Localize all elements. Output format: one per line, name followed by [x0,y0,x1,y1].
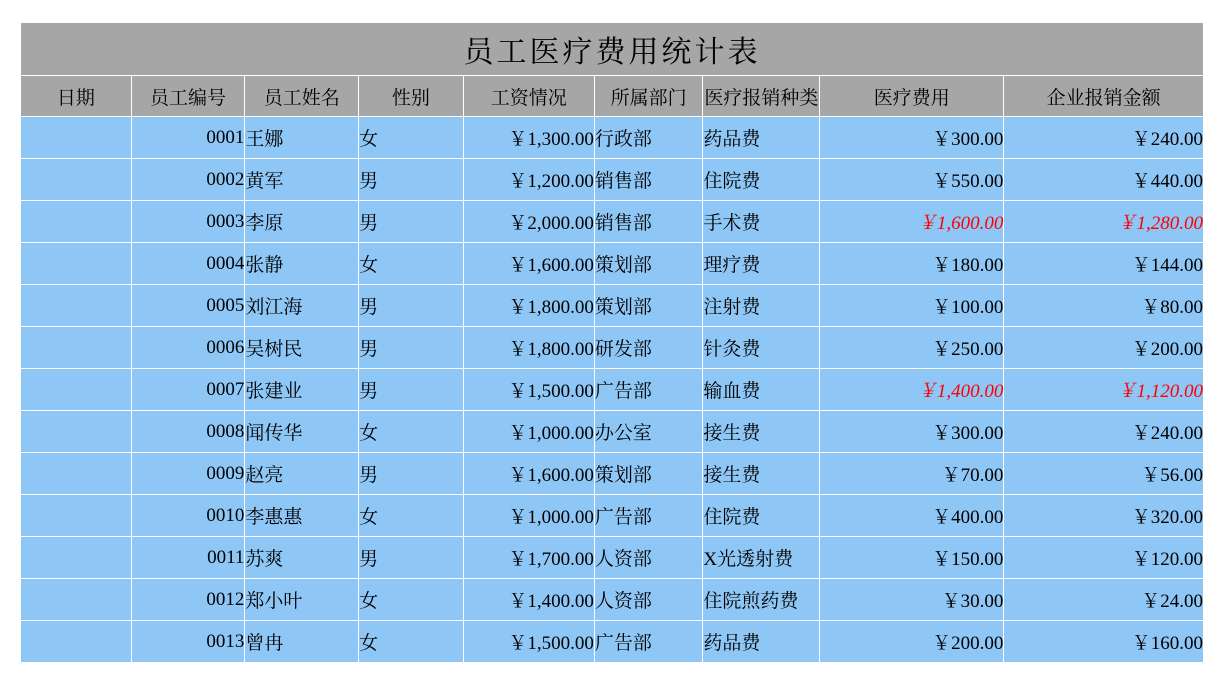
cell-gender[interactable]: 男 [359,453,463,495]
cell-salary[interactable]: ￥1,600.00 [463,453,594,495]
table-row [21,579,1204,621]
cell-gender[interactable]: 女 [359,411,463,453]
cell-reimbursement[interactable]: ￥24.00 [1004,579,1204,621]
cell-employee-name[interactable]: 张静 [245,243,359,285]
cell-employee-id[interactable]: 0004 [131,243,245,285]
cell-employee-id[interactable]: 0006 [131,327,245,369]
cell-salary[interactable]: ￥1,000.00 [463,495,594,537]
table-row [21,201,1204,243]
cell-salary[interactable]: ￥1,000.00 [463,411,594,453]
table-row [21,327,1204,369]
cell-employee-name[interactable]: 赵亮 [245,453,359,495]
cell-employee-name[interactable]: 吴树民 [245,327,359,369]
cell-department[interactable]: 人资部 [594,537,703,579]
column-header-reimbursement[interactable]: 企业报销金额 [1004,76,1204,117]
column-header-employee-id[interactable]: 员工编号 [131,76,245,117]
cell-expense-type[interactable]: 药品费 [703,117,820,159]
cell-employee-name[interactable]: 张建业 [245,369,359,411]
cell-employee-id[interactable]: 0009 [131,453,245,495]
table-row [21,369,1204,411]
cell-gender[interactable]: 女 [359,117,463,159]
cell-employee-name[interactable]: 王娜 [245,117,359,159]
cell-department[interactable]: 销售部 [594,159,703,201]
cell-reimbursement[interactable]: ￥240.00 [1004,117,1204,159]
cell-department[interactable]: 行政部 [594,117,703,159]
cell-employee-id[interactable]: 0005 [131,285,245,327]
cell-employee-id[interactable]: 0008 [131,411,245,453]
cell-medical-fee[interactable]: ￥180.00 [820,243,1004,285]
cell-employee-id[interactable]: 0007 [131,369,245,411]
cell-reimbursement[interactable]: ￥1,280.00 [1004,201,1204,243]
cell-medical-fee[interactable]: ￥100.00 [820,285,1004,327]
cell-department[interactable]: 办公室 [594,411,703,453]
cell-reimbursement[interactable]: ￥240.00 [1004,411,1204,453]
cell-expense-type[interactable]: 手术费 [703,201,820,243]
column-header-department[interactable]: 所属部门 [594,76,703,117]
cell-expense-type[interactable]: 住院费 [703,159,820,201]
cell-medical-fee[interactable]: ￥550.00 [820,159,1004,201]
cell-date[interactable] [21,621,132,663]
cell-expense-type[interactable]: 针灸费 [703,327,820,369]
cell-salary[interactable]: ￥1,800.00 [463,285,594,327]
cell-medical-fee[interactable]: ￥300.00 [820,411,1004,453]
cell-department[interactable]: 广告部 [594,369,703,411]
cell-medical-fee[interactable]: ￥30.00 [820,579,1004,621]
cell-employee-name[interactable]: 刘江海 [245,285,359,327]
cell-salary[interactable]: ￥1,400.00 [463,579,594,621]
cell-department[interactable]: 广告部 [594,621,703,663]
cell-expense-type[interactable]: 住院煎药费 [703,579,820,621]
cell-medical-fee[interactable]: ￥1,600.00 [820,201,1004,243]
table-row [21,537,1204,579]
cell-medical-fee[interactable]: ￥250.00 [820,327,1004,369]
cell-employee-id[interactable]: 0013 [131,621,245,663]
cell-gender[interactable]: 男 [359,537,463,579]
cell-employee-name[interactable]: 李惠惠 [245,495,359,537]
cell-expense-type[interactable]: 接生费 [703,453,820,495]
cell-date[interactable] [21,453,132,495]
table-row [21,285,1204,327]
cell-employee-name[interactable]: 郑小叶 [245,579,359,621]
cell-date[interactable] [21,327,132,369]
column-header-salary[interactable]: 工资情况 [463,76,594,117]
cell-gender[interactable]: 男 [359,201,463,243]
cell-gender[interactable]: 女 [359,243,463,285]
cell-employee-id[interactable]: 0002 [131,159,245,201]
cell-employee-id[interactable]: 0003 [131,201,245,243]
cell-employee-id[interactable]: 0010 [131,495,245,537]
cell-employee-name[interactable]: 闻传华 [245,411,359,453]
cell-reimbursement[interactable]: ￥200.00 [1004,327,1204,369]
cell-employee-name[interactable]: 黄军 [245,159,359,201]
cell-date[interactable] [21,243,132,285]
cell-salary[interactable]: ￥1,200.00 [463,159,594,201]
cell-date[interactable] [21,579,132,621]
cell-date[interactable] [21,201,132,243]
cell-gender[interactable]: 男 [359,159,463,201]
cell-department[interactable]: 策划部 [594,453,703,495]
cell-salary[interactable]: ￥1,500.00 [463,621,594,663]
table-row [21,243,1204,285]
cell-reimbursement[interactable]: ￥160.00 [1004,621,1204,663]
cell-medical-fee[interactable]: ￥200.00 [820,621,1004,663]
cell-expense-type[interactable]: 药品费 [703,621,820,663]
cell-gender[interactable]: 女 [359,621,463,663]
cell-medical-fee[interactable]: ￥300.00 [820,117,1004,159]
cell-salary[interactable]: ￥1,300.00 [463,117,594,159]
cell-date[interactable] [21,285,132,327]
cell-date[interactable] [21,117,132,159]
table-row [21,621,1204,663]
cell-reimbursement[interactable]: ￥120.00 [1004,537,1204,579]
cell-reimbursement[interactable]: ￥56.00 [1004,453,1204,495]
cell-gender[interactable]: 男 [359,285,463,327]
cell-employee-name[interactable]: 苏爽 [245,537,359,579]
cell-reimbursement[interactable]: ￥1,120.00 [1004,369,1204,411]
table-title-row [21,23,1204,76]
cell-date[interactable] [21,369,132,411]
cell-expense-type[interactable]: 接生费 [703,411,820,453]
cell-employee-name[interactable]: 曾冉 [245,621,359,663]
cell-gender[interactable]: 女 [359,495,463,537]
cell-department[interactable]: 研发部 [594,327,703,369]
cell-department[interactable]: 策划部 [594,243,703,285]
cell-expense-type[interactable]: X光透射费 [703,537,820,579]
cell-department[interactable]: 策划部 [594,285,703,327]
column-header-employee-name[interactable]: 员工姓名 [245,76,359,117]
cell-employee-id[interactable]: 0001 [131,117,245,159]
cell-reimbursement[interactable]: ￥80.00 [1004,285,1204,327]
cell-department[interactable]: 广告部 [594,495,703,537]
cell-department[interactable]: 人资部 [594,579,703,621]
cell-employee-name[interactable]: 李原 [245,201,359,243]
column-header-gender[interactable]: 性别 [359,76,463,117]
cell-expense-type[interactable]: 住院费 [703,495,820,537]
table-row [21,117,1204,159]
table-row [21,453,1204,495]
cell-expense-type[interactable]: 输血费 [703,369,820,411]
cell-reimbursement[interactable]: ￥320.00 [1004,495,1204,537]
cell-salary[interactable]: ￥2,000.00 [463,201,594,243]
cell-reimbursement[interactable]: ￥144.00 [1004,243,1204,285]
cell-gender[interactable]: 女 [359,579,463,621]
cell-medical-fee[interactable]: ￥400.00 [820,495,1004,537]
table-row [21,159,1204,201]
cell-date[interactable] [21,495,132,537]
cell-gender[interactable]: 男 [359,369,463,411]
table-row [21,495,1204,537]
page-title: 员工医疗费用统计表 [21,23,1204,76]
cell-date[interactable] [21,159,132,201]
medical-expense-table [20,22,1204,663]
table-row [21,411,1204,453]
cell-employee-id[interactable]: 0011 [131,537,245,579]
column-header-date[interactable]: 日期 [21,76,132,117]
cell-medical-fee[interactable]: ￥1,400.00 [820,369,1004,411]
cell-expense-type[interactable]: 注射费 [703,285,820,327]
cell-reimbursement[interactable]: ￥440.00 [1004,159,1204,201]
cell-medical-fee[interactable]: ￥150.00 [820,537,1004,579]
cell-date[interactable] [21,537,132,579]
cell-department[interactable]: 销售部 [594,201,703,243]
cell-gender[interactable]: 男 [359,327,463,369]
cell-salary[interactable]: ￥1,600.00 [463,243,594,285]
column-header-expense-type[interactable]: 医疗报销种类 [703,76,820,117]
cell-expense-type[interactable]: 理疗费 [703,243,820,285]
column-header-medical-fee[interactable]: 医疗费用 [820,76,1004,117]
cell-salary[interactable]: ￥1,800.00 [463,327,594,369]
table-body [21,117,1204,663]
cell-medical-fee[interactable]: ￥70.00 [820,453,1004,495]
table-header-row [21,76,1204,117]
cell-salary[interactable]: ￥1,500.00 [463,369,594,411]
cell-date[interactable] [21,411,132,453]
cell-salary[interactable]: ￥1,700.00 [463,537,594,579]
cell-employee-id[interactable]: 0012 [131,579,245,621]
